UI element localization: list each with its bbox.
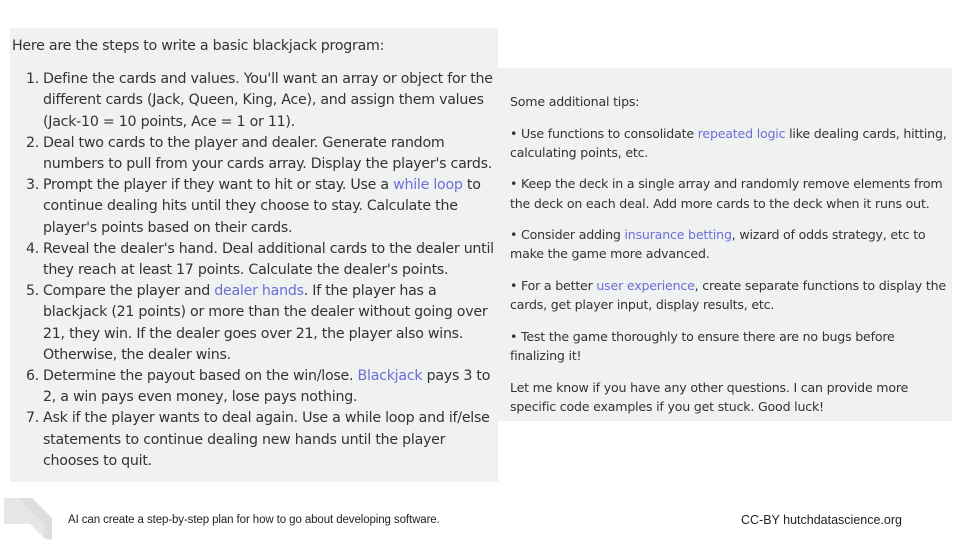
tip-text: • Keep the deck in a single array and randomly remove elements from the deck on each deal. Add more cards to the deck when it runs out.: [510, 176, 943, 211]
step-item: [12, 175, 498, 239]
step-text: Compare the player and: [43, 283, 215, 300]
steps-intro: Here are the steps to write a basic blackjack program:: [12, 38, 385, 54]
tip-text: • For a better: [510, 277, 597, 293]
step-item: [12, 281, 498, 366]
tip-text: • Test the game thoroughly to ensure there are no bugs before finalizing it!: [510, 328, 895, 363]
step-number: 2.: [26, 134, 40, 151]
hutch-logo-icon: [4, 496, 52, 540]
step-number: 7.: [26, 410, 40, 427]
tip-item: [510, 276, 952, 314]
step-number: 6.: [26, 368, 40, 385]
tip-item: [510, 124, 952, 162]
step-text: Reveal the dealer's hand. Deal additional cards to the dealer until they reach at least 17 points. Calculate the dealer's points.: [43, 240, 494, 279]
license-text: CC-BY hutchdatascience.org: [741, 513, 902, 527]
link-dealer-hands[interactable]: dealer hands: [214, 283, 304, 300]
tip-text: • Use functions to consolidate: [510, 125, 698, 141]
tip-text: • Consider adding: [510, 227, 625, 243]
step-text: Prompt the player if they want to hit or stay. Use a: [43, 177, 394, 194]
step-item: [12, 366, 498, 408]
step-text: . If the player has a blackjack (21 points) or more than the dealer without going over 21, they win. If the dealer goes over 21, the player also wins. Otherwise, the dealer wins.: [43, 283, 488, 363]
slide-caption: AI can create a step-by-step plan for how to go about developing software.: [68, 514, 440, 526]
step-text: Determine the payout based on the win/lose.: [43, 368, 358, 385]
link-user-experience[interactable]: user experience: [596, 277, 695, 293]
tip-item: [510, 225, 952, 263]
step-number: 1.: [26, 71, 40, 88]
step-number: 5.: [26, 283, 40, 300]
closing-text: Let me know if you have any other questions. I can provide more specific code examples if you get stuck. Good luck!: [510, 379, 909, 414]
step-item: [12, 133, 498, 175]
link-while-loop[interactable]: while loop: [393, 177, 463, 194]
step-item: [12, 69, 498, 133]
tip-item: [510, 174, 952, 212]
step-text: pays 3 to 2, a win pays even money, lose pays nothing.: [43, 368, 491, 406]
chat-response-tips-panel: [498, 68, 952, 421]
step-text: Define the cards and values. You'll want an array or object for the different cards (Jack, Queen, King, Ace), and assign them values (Jack-10 = 10 points, Ace = 1 or 11).: [43, 71, 493, 130]
tip-item: [510, 327, 952, 365]
step-number: 3.: [26, 177, 40, 194]
step-text: Ask if the player wants to deal again. Use a while loop and if/else statements to continue dealing new hands until the player chooses to quit.: [43, 410, 490, 469]
chat-response-steps-panel: [10, 28, 498, 482]
step-item: [12, 408, 498, 472]
tip-text: like dealing cards, hitting, calculating points, etc.: [510, 125, 947, 160]
step-text: Deal two cards to the player and dealer. Generate random numbers to pull from your cards array. Display the player's cards.: [43, 134, 493, 173]
step-item: [12, 239, 498, 281]
link-blackjack[interactable]: Blackjack: [357, 368, 423, 385]
tips-title: Some additional tips:: [510, 94, 640, 109]
step-text: to continue dealing hits until they choose to stay. Calculate the player's points based on their cards.: [43, 177, 481, 236]
step-number: 4.: [26, 240, 40, 257]
link-repeated-logic[interactable]: repeated logic: [697, 125, 786, 141]
tip-text: , create separate functions to display the cards, get player input, display results, etc.: [510, 277, 946, 313]
link-insurance-betting[interactable]: insurance betting: [624, 227, 732, 243]
tip-text: , wizard of odds strategy, etc to make the game more advanced.: [510, 227, 926, 262]
steps-list: [12, 69, 498, 472]
